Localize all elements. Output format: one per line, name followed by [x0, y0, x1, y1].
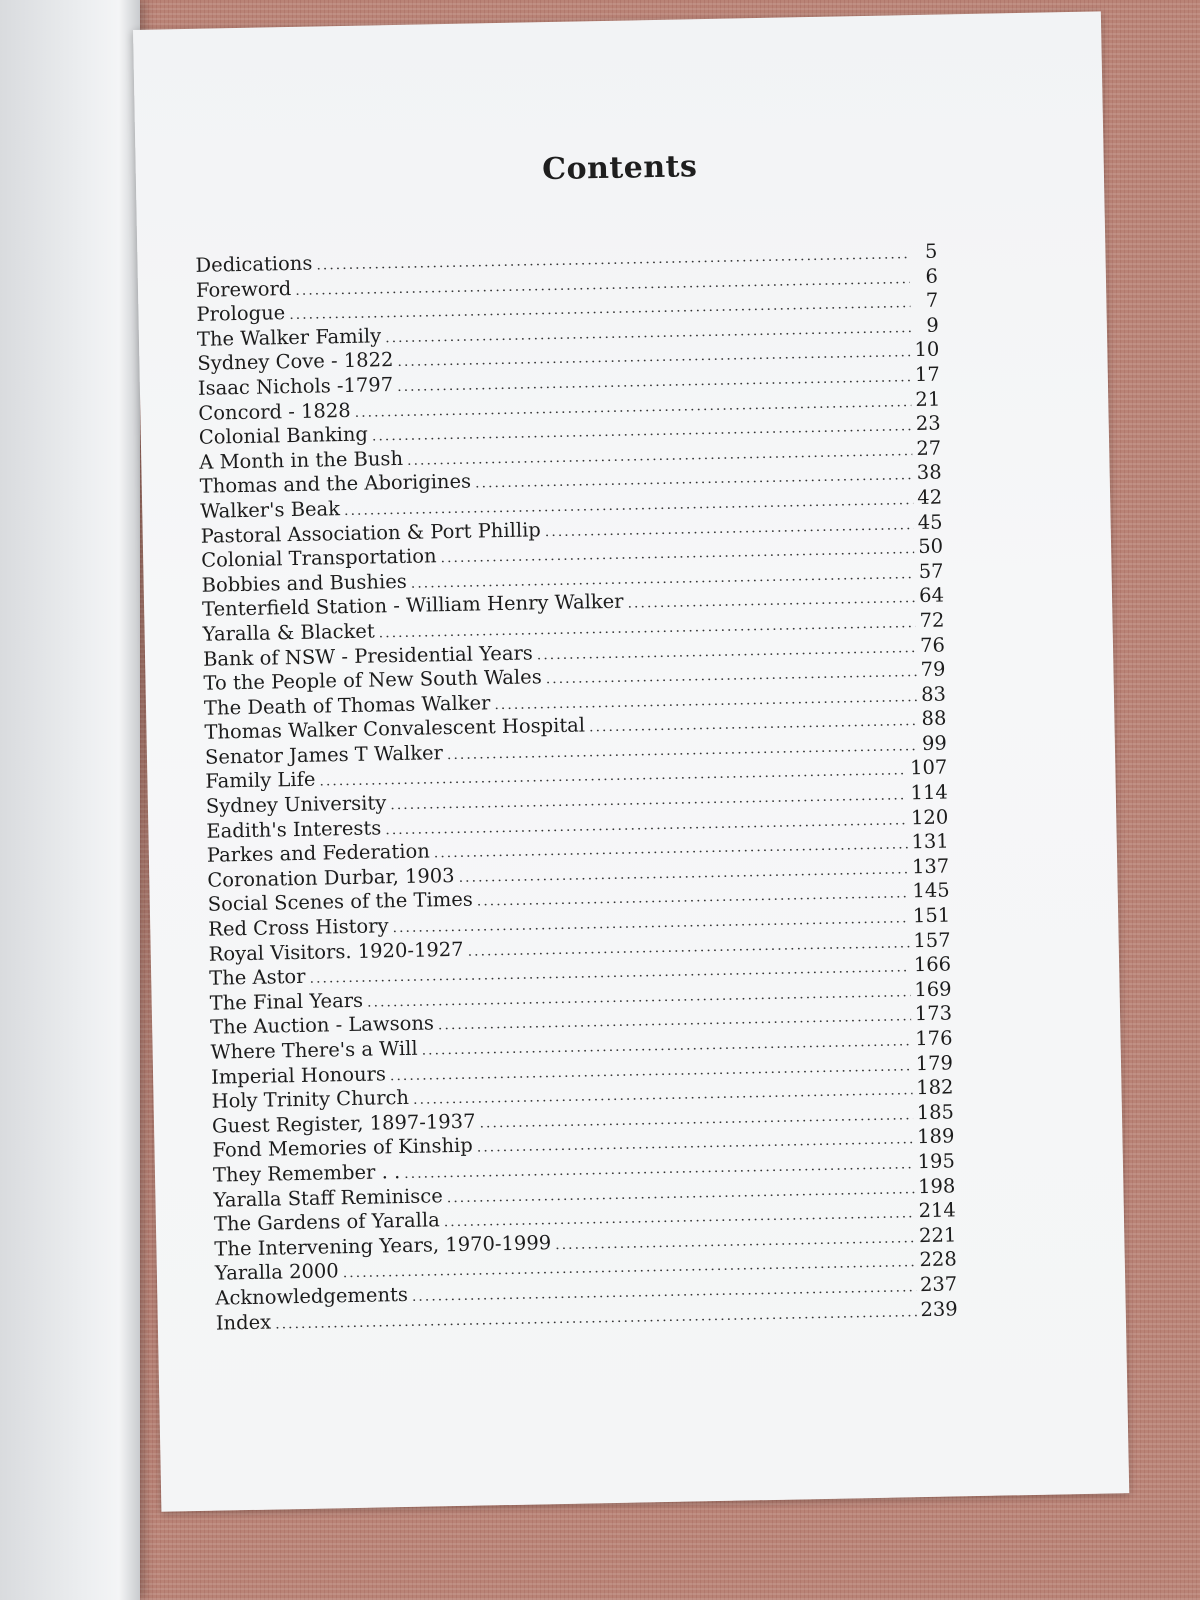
toc-entry-title: Parkes and Federation [206, 839, 431, 867]
toc-entry-title: They Remember . . [212, 1160, 401, 1187]
table-of-contents [195, 240, 958, 1336]
toc-entry-page-number: 182 [915, 1075, 954, 1100]
toc-entry-title: Thomas Walker Convalescent Hospital [204, 713, 586, 745]
toc-entry-title: Walker's Beak [200, 497, 341, 523]
toc-entry-title: Eadith's Interests [206, 816, 382, 843]
toc-entry-title: Tenterfield Station - William Henry Walker [201, 590, 624, 622]
toc-entry-page-number: 7 [925, 288, 939, 313]
toc-entry-page-number: 120 [910, 805, 949, 829]
toc-entry-title: Colonial Banking [198, 422, 369, 449]
toc-entry-title: Guest Register, 1897-1937 [211, 1109, 476, 1138]
toc-entry-title: A Month in the Bush [199, 446, 404, 474]
toc-entry-page-number: 57 [918, 559, 944, 583]
toc-entry-title: The Walker Family [196, 324, 382, 351]
toc-entry-title: Yaralla 2000 [214, 1259, 339, 1285]
toc-entry-title: Yaralla & Blacket [202, 619, 375, 646]
toc-entry-title: Senator James T Walker [204, 741, 444, 769]
toc-entry-page-number: 6 [925, 264, 939, 288]
toc-entry-title: Sydney University [205, 791, 387, 818]
toc-entry-page-number: 185 [916, 1100, 955, 1124]
toc-entry-page-number: 145 [912, 878, 950, 903]
toc-entry-page-number: 169 [914, 977, 952, 1001]
toc-entry-page-number: 45 [917, 510, 943, 534]
toc-entry-page-number: 214 [918, 1198, 957, 1223]
contents-page [133, 11, 1129, 1511]
toc-entry-page-number: 5 [924, 239, 938, 263]
toc-entry-title: The Gardens of Yaralla [213, 1208, 440, 1236]
toc-entry-title: Acknowledgements [215, 1282, 409, 1310]
toc-entry-title: Isaac Nichols -1797 [197, 373, 394, 400]
toc-entry-page-number: 107 [909, 755, 948, 780]
toc-entry-page-number: 157 [913, 928, 951, 952]
toc-entry-title: Concord - 1828 [198, 398, 351, 425]
toc-entry-page-number: 9 [926, 313, 940, 337]
toc-entry-page-number: 179 [915, 1051, 954, 1075]
toc-entry-title: Where There's a Will [210, 1036, 418, 1064]
toc-entry-title: To the People of New South Wales [203, 665, 542, 695]
toc-entry-title: Holy Trinity Church [211, 1086, 410, 1113]
toc-entry-page-number: 195 [917, 1149, 956, 1174]
toc-entry-title: Bobbies and Bushies [201, 569, 407, 597]
toc-entry-page-number: 50 [918, 534, 944, 559]
toc-entry-page-number: 176 [915, 1026, 953, 1051]
toc-entry-page-number: 76 [919, 633, 946, 657]
toc-entry-page-number: 88 [921, 706, 947, 731]
toc-entry-title: Coronation Durbar, 1903 [207, 863, 455, 892]
toc-entry-title: Social Scenes of the Times [207, 888, 473, 917]
toc-entry-page-number: 198 [917, 1173, 956, 1198]
toc-entry-page-number: 27 [916, 436, 942, 460]
toc-entry-page-number: 228 [919, 1247, 957, 1272]
toc-entry-title: Dedications [195, 251, 313, 277]
toc-entry-page-number: 10 [914, 337, 940, 362]
toc-entry-title: The Astor [209, 965, 306, 990]
toc-entry-title: Royal Visitors. 1920-1927 [208, 937, 464, 966]
toc-entry-title: Family Life [205, 768, 316, 794]
toc-entry-title: Imperial Honours [210, 1061, 387, 1089]
toc-entry-title: Bank of NSW - Presidential Years [202, 640, 533, 671]
toc-entry-page-number: 64 [918, 583, 945, 608]
toc-entry-title: The Final Years [209, 988, 364, 1015]
toc-entry-title: Red Cross History [208, 914, 389, 941]
toc-entry-title: Pastoral Association & Port Phillip [200, 517, 542, 548]
toc-entry-page-number: 23 [915, 411, 941, 436]
toc-entry-page-number: 189 [916, 1124, 955, 1149]
toc-entry-title: Index [215, 1310, 272, 1335]
toc-entry-page-number: 99 [921, 731, 948, 755]
toc-entry-page-number: 131 [911, 829, 949, 854]
toc-entry-title: Yaralla Staff Reminisce [213, 1183, 443, 1212]
toc-entry-title: Colonial Transportation [200, 544, 437, 572]
toc-entry-page-number: 237 [919, 1272, 958, 1297]
facing-page [0, 0, 140, 1600]
toc-entry-page-number: 83 [920, 682, 947, 706]
toc-entry-page-number: 114 [910, 780, 949, 805]
toc-entry-page-number: 151 [912, 903, 951, 928]
toc-entry-title: Fond Memories of Kinship [212, 1134, 473, 1163]
toc-entry-page-number: 221 [918, 1223, 957, 1247]
toc-entry-page-number: 173 [914, 1001, 953, 1026]
toc-entry-page-number: 72 [919, 608, 945, 632]
toc-entry-title: Thomas and the Aborigines [199, 469, 472, 499]
toc-entry-title: The Intervening Years, 1970-1999 [214, 1230, 552, 1261]
toc-entry-page-number: 79 [920, 657, 946, 682]
toc-entry-page-number: 17 [914, 362, 940, 387]
toc-entry-title: The Death of Thomas Walker [203, 690, 491, 720]
toc-entry-title: Foreword [195, 276, 292, 302]
toc-entry-page-number: 137 [911, 854, 950, 879]
toc-entry-page-number: 239 [920, 1296, 958, 1321]
toc-entry-page-number: 21 [915, 387, 941, 411]
toc-entry-title: The Auction - Lawsons [209, 1011, 435, 1040]
toc-entry-title: Prologue [196, 301, 286, 327]
toc-entry-page-number: 42 [917, 485, 943, 509]
toc-entry-title: Sydney Cove - 1822 [197, 348, 394, 376]
toc-entry-page-number: 38 [916, 460, 942, 485]
toc-entry-page-number: 166 [913, 952, 952, 977]
page-title: Contents [541, 149, 698, 188]
